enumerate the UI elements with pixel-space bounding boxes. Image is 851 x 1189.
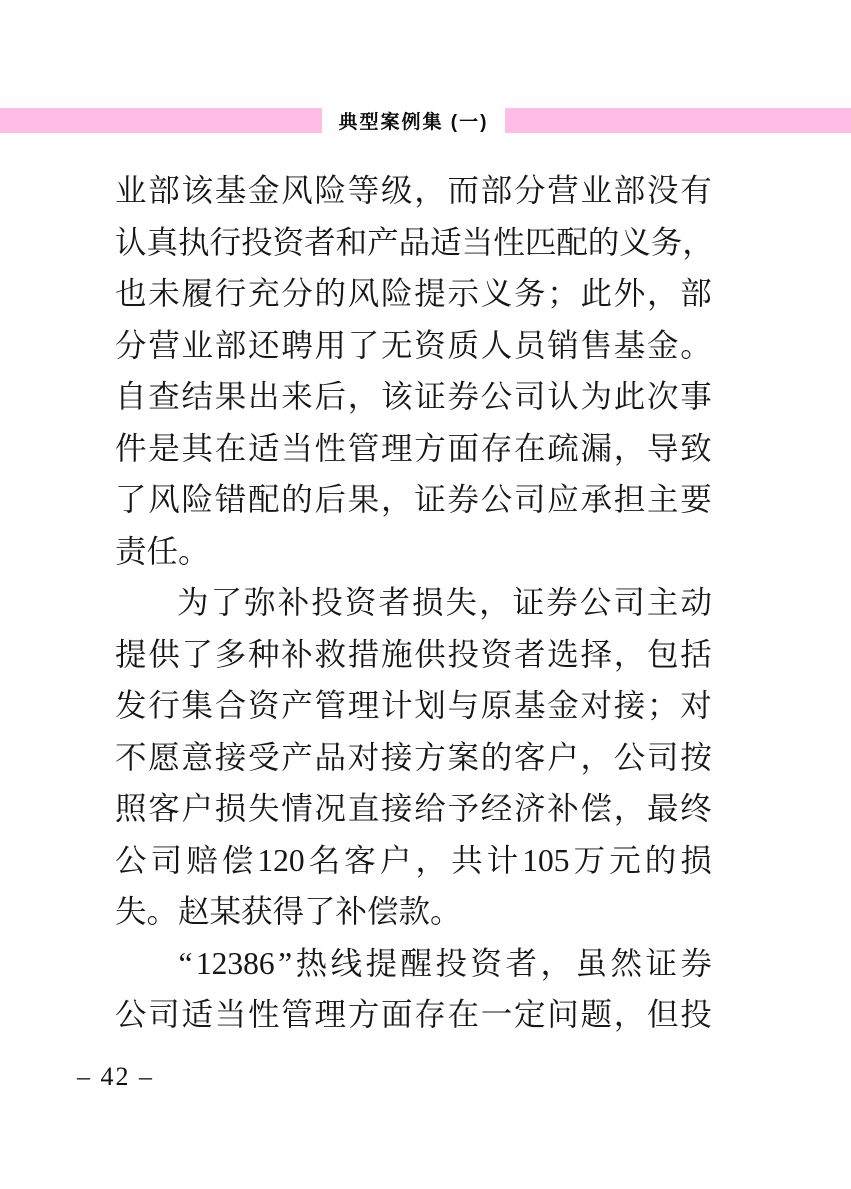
header-band-left-segment <box>0 108 322 133</box>
page-number: – 42 – <box>77 1062 154 1091</box>
text-line: 了 风 险 错 配 的 后 果 ， 证 券 公 司 应 承 担 主 要 <box>115 482 712 517</box>
text-line: 发 行 集 合 资 产 管 理 计 划 与 原 基 金 对 接 ； 对 <box>115 688 712 723</box>
text-line: 认 真 执 行 投 资 者 和 产 品 适 当 性 匹 配 的 义 务 ， <box>115 224 714 260</box>
text-line: 为 了 弥 补 投 资 者 损 失 ， 证 券 公 司 主 动 <box>177 585 712 620</box>
text-line: 照 客 户 损 失 情 况 直 接 给 予 经 济 补 偿 ， 最 终 <box>115 791 712 826</box>
text-line: 不 愿 意 接 受 产 品 对 接 方 案 的 客 户 ， 公 司 按 <box>115 739 712 775</box>
text-line: “ 12386 ” 热 线 提 醒 投 资 者 ， 虽 然 证 券 <box>178 945 712 981</box>
text-line: 失。赵某获得了补偿款。 <box>115 894 462 929</box>
text-line: 提 供 了 多 种 补 救 措 施 供 投 资 者 选 择 ， 包 括 <box>115 636 712 672</box>
header-band <box>0 108 851 133</box>
text-line: 自 查 结 果 出 来 后 ， 该 证 券 公 司 认 为 此 次 事 <box>115 379 712 414</box>
text-line: 件 是 其 在 适 当 性 管 理 方 面 存 在 疏 漏 ， 导 致 <box>115 430 712 466</box>
header-band-right-segment <box>505 108 851 133</box>
text-line: 业 部 该 基 金 风 险 等 级 ， 而 部 分 营 业 部 没 有 <box>115 173 712 208</box>
text-line: 公 司 赔 偿 120 名 客 户 ， 共 计 105 万 元 的 损 <box>115 842 712 878</box>
text-line: 公 司 适 当 性 管 理 方 面 存 在 一 定 问 题 ， 但 投 <box>115 997 712 1032</box>
text-line: 也 未 履 行 充 分 的 风 险 提 示 义 务 ； 此 外 ， 部 <box>115 276 712 311</box>
body-text <box>115 165 712 1041</box>
page-header-title: 典型案例集 (一) <box>322 105 505 136</box>
text-line: 责任。 <box>115 533 210 569</box>
text-line: 分 营 业 部 还 聘 用 了 无 资 质 人 员 销 售 基 金 。 <box>115 327 712 363</box>
